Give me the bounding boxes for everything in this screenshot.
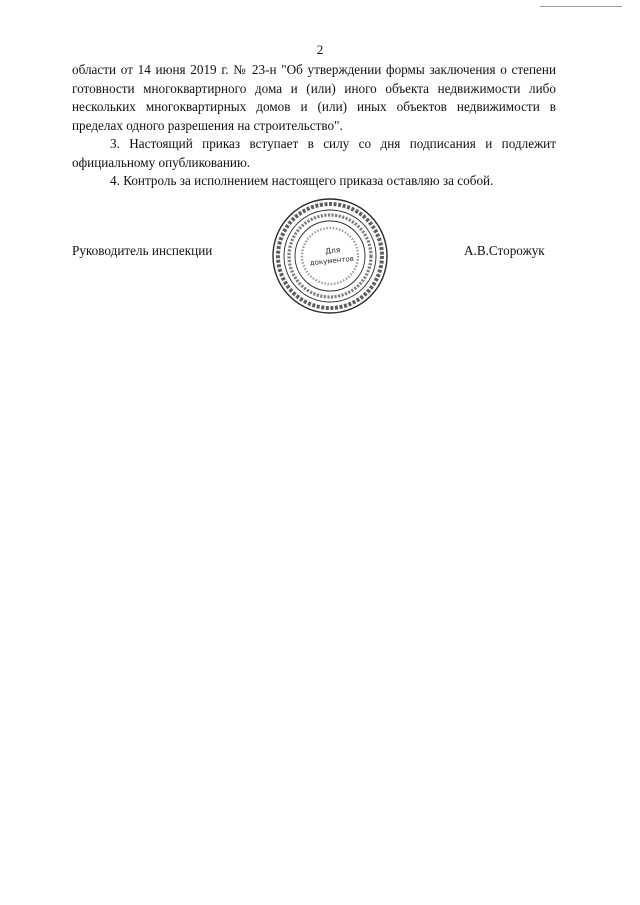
signer-name: А.В.Сторожук xyxy=(464,243,545,258)
seal-center-text-2: документов xyxy=(309,254,355,268)
paragraph-3: 3. Настоящий приказ вступает в силу со дня подписания и подлежит официальному опубликованию. xyxy=(72,136,556,170)
top-rule xyxy=(540,6,622,7)
seal-center-text-1: Для xyxy=(324,245,341,256)
seal-inner-ring xyxy=(295,221,365,291)
seal-middle-ring xyxy=(284,210,376,302)
body-text xyxy=(72,61,556,191)
page-number: 2 xyxy=(316,42,324,57)
signer-position: Руководитель инспекции xyxy=(72,243,213,258)
official-seal xyxy=(271,197,389,315)
seal-text-band-outer xyxy=(278,204,382,308)
paragraph-continuation: области от 14 июня 2019 г. № 23-н "Об утверждении формы заключения о степени готовности многоквартирного дома и (или) иного объекта недвижимости либо нескольких многоквартирных домов и (или) иных объектов недвижимости в пределах одного разрешения на строительство". xyxy=(72,62,556,133)
paragraph-4: 4. Контроль за исполнением настоящего приказа оставляю за собой. xyxy=(110,173,494,188)
